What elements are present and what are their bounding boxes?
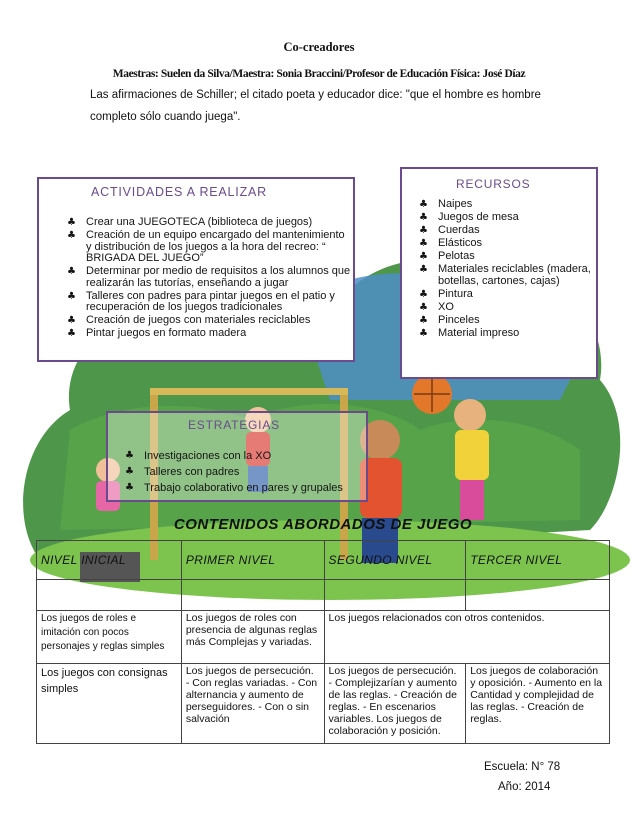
list-item: ♣ Pintar juegos en formato madera xyxy=(67,328,352,340)
table-header-row xyxy=(37,541,610,580)
list-item: ♣ XO xyxy=(419,302,594,314)
list-item: ♣ Investigaciones con la XO xyxy=(125,449,370,463)
school-year: Año: 2014 xyxy=(498,781,551,793)
table-cell: Los juegos de persecución. - Complejizarían y aumento de las reglas. - Creación de reglas. - En escenarios variables. Los juegos de colaboración y posición. xyxy=(324,664,466,744)
table-cell xyxy=(181,580,324,611)
actividades-box xyxy=(37,177,355,362)
list-item: ♣ Trabajo colaborativo en pares y grupales xyxy=(125,481,370,495)
list-item: ♣ Pinceles xyxy=(419,315,594,327)
list-item: ♣ Creación de juegos con materiales reciclables xyxy=(67,315,352,327)
level-header: TERCER NIVEL xyxy=(466,541,610,580)
recursos-list xyxy=(419,199,594,341)
table-row xyxy=(37,611,610,664)
table-cell: Los juegos de roles con presencia de algunas reglas más Complejas y variadas. xyxy=(181,611,324,664)
estrategias-box xyxy=(106,411,368,502)
table-cell: Los juegos de persecución. - Con reglas variadas. - Con alternancia y aumento de perseguidores. - Con o sin salvación xyxy=(181,664,324,744)
document-title: Co-creadores xyxy=(283,40,355,54)
list-item: ♣ Elásticos xyxy=(419,238,594,250)
list-item: ♣ Creación de un equipo encargado del mantenimiento y distribución de los juegos a la hora del recreo: “ BRIGADA DEL JUEGO” xyxy=(67,230,352,265)
list-item: ♣ Juegos de mesa xyxy=(419,212,594,224)
table-row xyxy=(37,580,610,611)
table-cell xyxy=(37,580,182,611)
school-number: Escuela: N° 78 xyxy=(484,761,561,773)
list-item: ♣ Talleres con padres para pintar juegos en el patio y recuperación de los juegos tradicionales xyxy=(67,291,352,314)
child-ball-legs xyxy=(460,480,484,520)
level-header: NIVEL INICIAL xyxy=(37,541,182,580)
list-item: ♣ Materiales reciclables (madera, botellas, cartones, cajas) xyxy=(419,264,594,287)
list-item: ♣ Crear una JUEGOTECA (biblioteca de juegos) xyxy=(67,217,352,229)
child-ball-head xyxy=(454,399,486,431)
bar-frame-top xyxy=(150,388,348,395)
actividades-list xyxy=(67,217,352,341)
list-item: ♣ Pelotas xyxy=(419,251,594,263)
contenidos-table xyxy=(36,540,610,744)
table-row xyxy=(37,664,610,744)
table-cell: Los juegos relacionados con otros contenidos. xyxy=(324,611,609,664)
intro-quote: Las afirmaciones de Schiller; el citado poeta y educador dice: "que el hombre es hombre completo sólo cuando juega". xyxy=(90,89,541,123)
level-header: PRIMER NIVEL xyxy=(181,541,324,580)
list-item: ♣ Talleres con padres xyxy=(125,465,370,479)
table-cell xyxy=(324,580,466,611)
contenidos-title: CONTENIDOS ABORDADOS DE JUEGO xyxy=(173,516,473,533)
list-item: ♣ Pintura xyxy=(419,289,594,301)
list-item: ♣ Naipes xyxy=(419,199,594,211)
estrategias-title: ESTRATEGIAS xyxy=(188,418,280,432)
footer-school-info xyxy=(484,757,560,797)
child-ball-body xyxy=(455,430,489,480)
list-item: ♣ Cuerdas xyxy=(419,225,594,237)
authors-line: Maestras: Suelen da Silva/Maestra: Sonia Braccini/Profesor de Educación Física: José Díaz xyxy=(112,68,526,80)
list-item: ♣ Determinar por medio de requisitos a los alumnos que realizarán las tutorías, enseñando a jugar xyxy=(67,266,352,289)
table-cell xyxy=(466,580,610,611)
list-item: ♣ Material impreso xyxy=(419,328,594,340)
level-header: SEGUNDO NIVEL xyxy=(324,541,466,580)
recursos-box xyxy=(400,167,598,379)
table-cell: Los juegos de colaboración y oposición. - Aumento en la Cantidad y complejidad de las reglas. - Creación de reglas. xyxy=(466,664,610,744)
table-cell: Los juegos de roles e imitación con pocos personajes y reglas simples xyxy=(37,611,182,664)
actividades-title: ACTIVIDADES A REALIZAR xyxy=(91,185,267,199)
estrategias-list xyxy=(125,449,370,497)
table-cell: Los juegos con consignas simples xyxy=(37,664,182,744)
recursos-title: RECURSOS xyxy=(456,177,531,191)
